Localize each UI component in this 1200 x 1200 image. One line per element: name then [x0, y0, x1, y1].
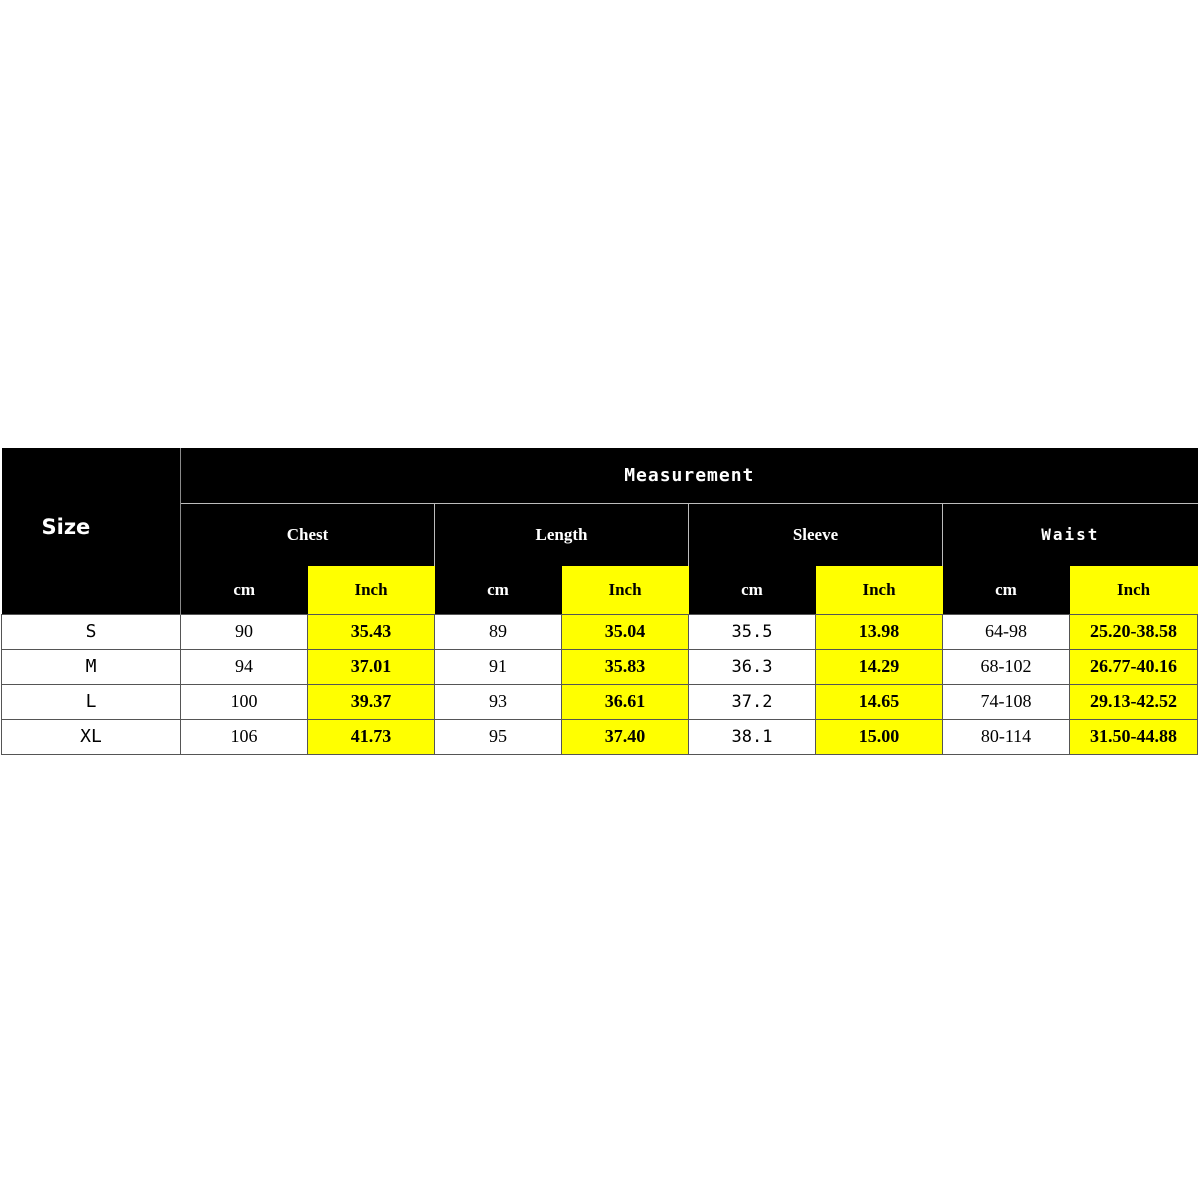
length-inch-cell: 37.40: [562, 719, 689, 754]
size-cell: S: [2, 614, 181, 649]
length-cm-cell: 95: [435, 719, 562, 754]
chest-inch-unit: Inch: [308, 566, 435, 614]
sleeve-inch-cell: 15.00: [816, 719, 943, 754]
chest-inch-cell: 39.37: [308, 684, 435, 719]
waist-cm-cell: 80-114: [943, 719, 1070, 754]
length-cm-cell: 91: [435, 649, 562, 684]
waist-inch-cell: 31.50-44.88: [1070, 719, 1198, 754]
chest-header: Chest: [181, 503, 435, 566]
size-cell: L: [2, 684, 181, 719]
chest-cm-cell: 106: [181, 719, 308, 754]
size-cell: XL: [2, 719, 181, 754]
waist-inch-cell: 26.77-40.16: [1070, 649, 1198, 684]
table-row: [2, 719, 1198, 754]
sleeve-inch-cell: 13.98: [816, 614, 943, 649]
length-cm-cell: 89: [435, 614, 562, 649]
length-inch-cell: 35.83: [562, 649, 689, 684]
sleeve-cm-cell: 36.3: [689, 649, 816, 684]
sleeve-cm-unit: cm: [689, 566, 816, 614]
sleeve-cm-cell: 37.2: [689, 684, 816, 719]
chest-cm-cell: 94: [181, 649, 308, 684]
length-cm-unit: cm: [435, 566, 562, 614]
table-row: [2, 649, 1198, 684]
waist-cm-cell: 64-98: [943, 614, 1070, 649]
chest-inch-cell: 37.01: [308, 649, 435, 684]
waist-cm-unit: cm: [943, 566, 1070, 614]
sleeve-cm-cell: 35.5: [689, 614, 816, 649]
waist-inch-cell: 25.20-38.58: [1070, 614, 1198, 649]
chest-cm-cell: 100: [181, 684, 308, 719]
length-inch-unit: Inch: [562, 566, 689, 614]
measurement-header: Measurement: [181, 448, 1198, 503]
size-cell: M: [2, 649, 181, 684]
length-inch-cell: 35.04: [562, 614, 689, 649]
waist-header: Waist: [943, 503, 1198, 566]
sleeve-inch-cell: 14.65: [816, 684, 943, 719]
table-row: [2, 614, 1198, 649]
waist-inch-unit: Inch: [1070, 566, 1198, 614]
waist-inch-cell: 29.13-42.52: [1070, 684, 1198, 719]
table-row: [2, 684, 1198, 719]
sleeve-inch-unit: Inch: [816, 566, 943, 614]
chest-inch-cell: 41.73: [308, 719, 435, 754]
length-cm-cell: 93: [435, 684, 562, 719]
size-chart-table: [1, 448, 1198, 755]
length-inch-cell: 36.61: [562, 684, 689, 719]
waist-cm-cell: 74-108: [943, 684, 1070, 719]
sleeve-header: Sleeve: [689, 503, 943, 566]
chest-cm-unit: cm: [181, 566, 308, 614]
chest-inch-cell: 35.43: [308, 614, 435, 649]
chest-cm-cell: 90: [181, 614, 308, 649]
sleeve-inch-cell: 14.29: [816, 649, 943, 684]
size-header: Size: [2, 448, 181, 614]
waist-cm-cell: 68-102: [943, 649, 1070, 684]
sleeve-cm-cell: 38.1: [689, 719, 816, 754]
length-header: Length: [435, 503, 689, 566]
